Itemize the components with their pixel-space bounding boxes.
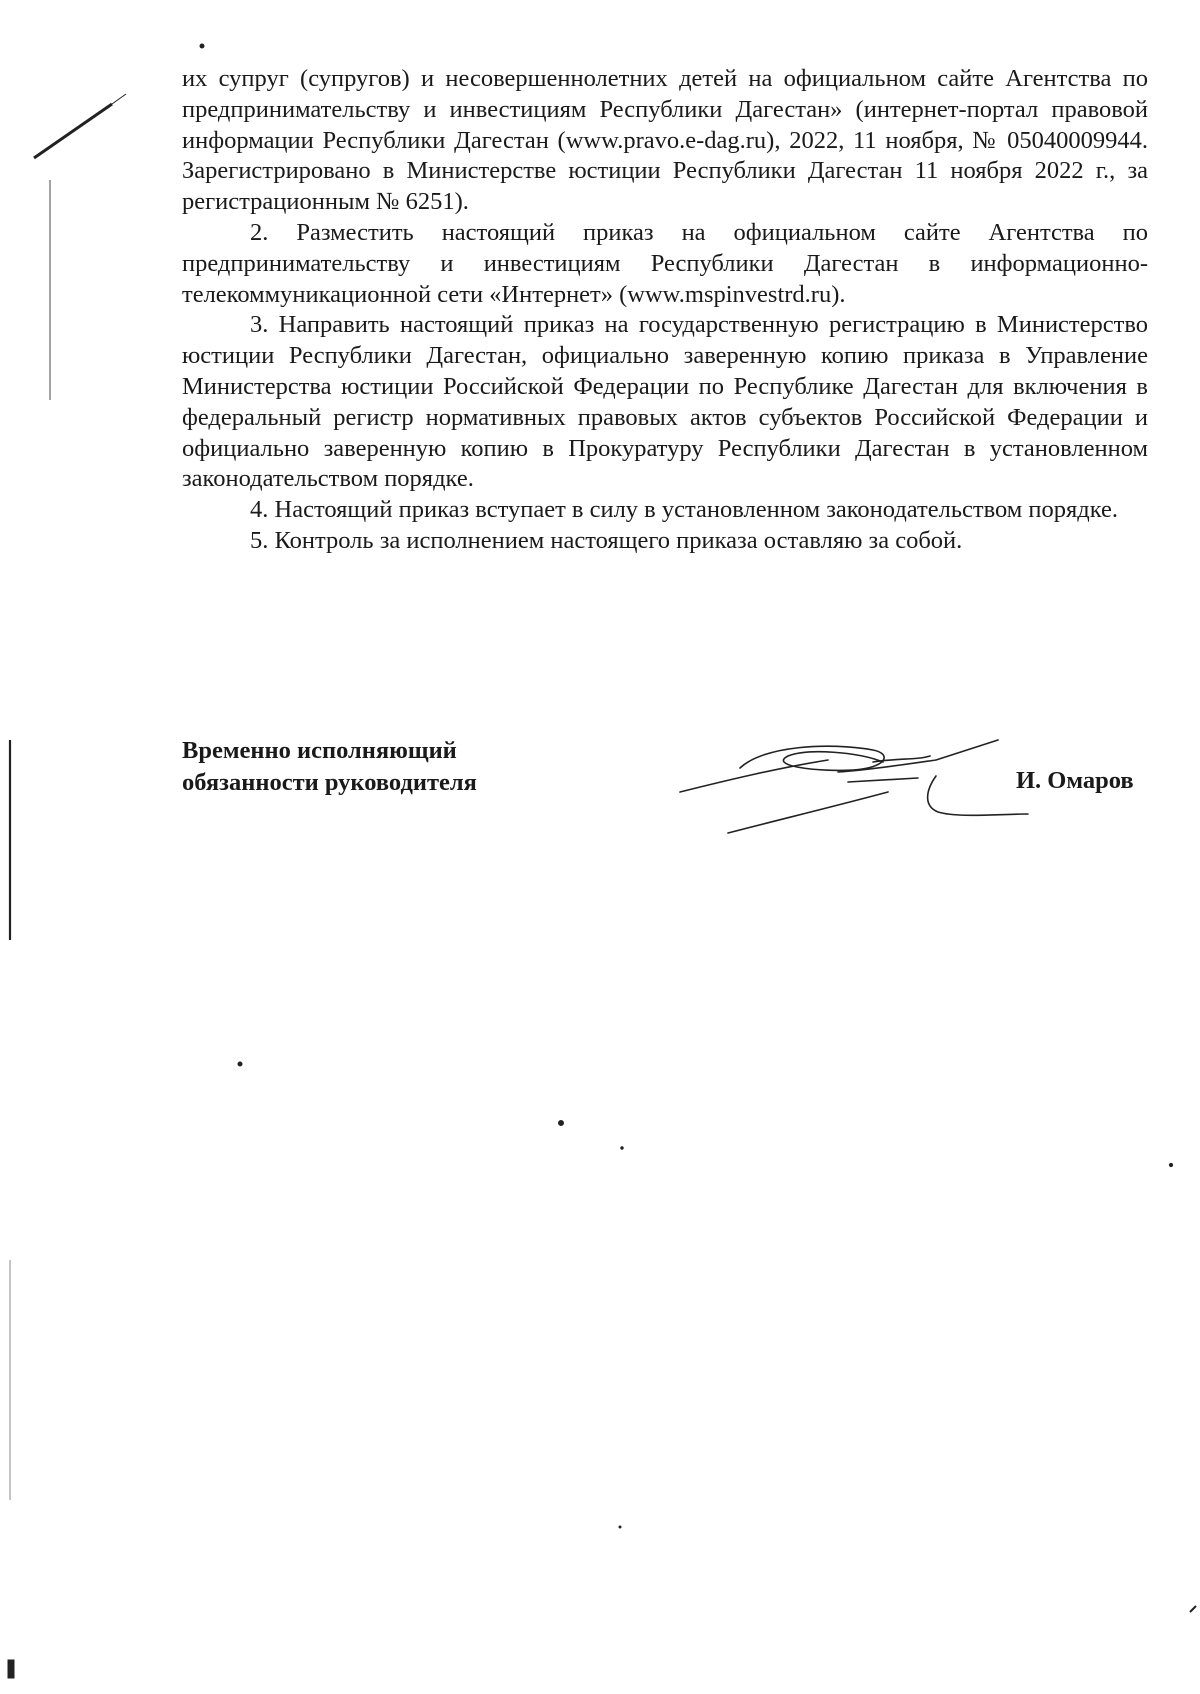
paragraph-3: 3. Направить настоящий приказ на государственную регистрацию в Министерство юстиции Республики Дагестан, официально заверенную копию приказа в Управление Министерства юстиции Российской Федерации по Республике Дагестан для включения в федеральный регистр нормативных правовых актов субъектов Российской Федерации и официально заверенную копию в Прокуратуру Республики Дагестан в установленном законодательством порядке. [182, 311, 1148, 493]
paragraph-2: 2. Разместить настоящий приказ на официальном сайте Агентства по предпринимательству и инвестициям Республики Дагестан в информационно-телекоммуникационной сети «Интернет» (www.mspinvestrd.ru). [182, 218, 1148, 308]
paragraph-1: их супруг (супругов) и несовершеннолетних детей на официальном сайте Агентства по предпринимательству и инвестициям Республики Дагестан» (интернет-портал правовой информации Республики Дагестан (www.pravo.e-dag.ru), 2022, 11 ноября, № 05040009944. Зарегистрировано в Министерстве юстиции Республики Дагестан 11 ноября 2022 г., за регистрационным № 6251). [182, 65, 1148, 216]
signatory-position [182, 735, 477, 799]
document-body [182, 64, 1148, 557]
paragraph-4: 4. Настоящий приказ вступает в силу в установленном законодательством порядке. [250, 496, 1119, 524]
position-line-2: обязанности руководителя [182, 769, 477, 796]
signatory-name: И. Омаров [1016, 767, 1134, 794]
paragraph-5: 5. Контроль за исполнением настоящего приказа оставляю за собой. [250, 526, 963, 554]
position-line-1: Временно исполняющий [182, 737, 457, 764]
handwritten-signature [668, 730, 1068, 840]
